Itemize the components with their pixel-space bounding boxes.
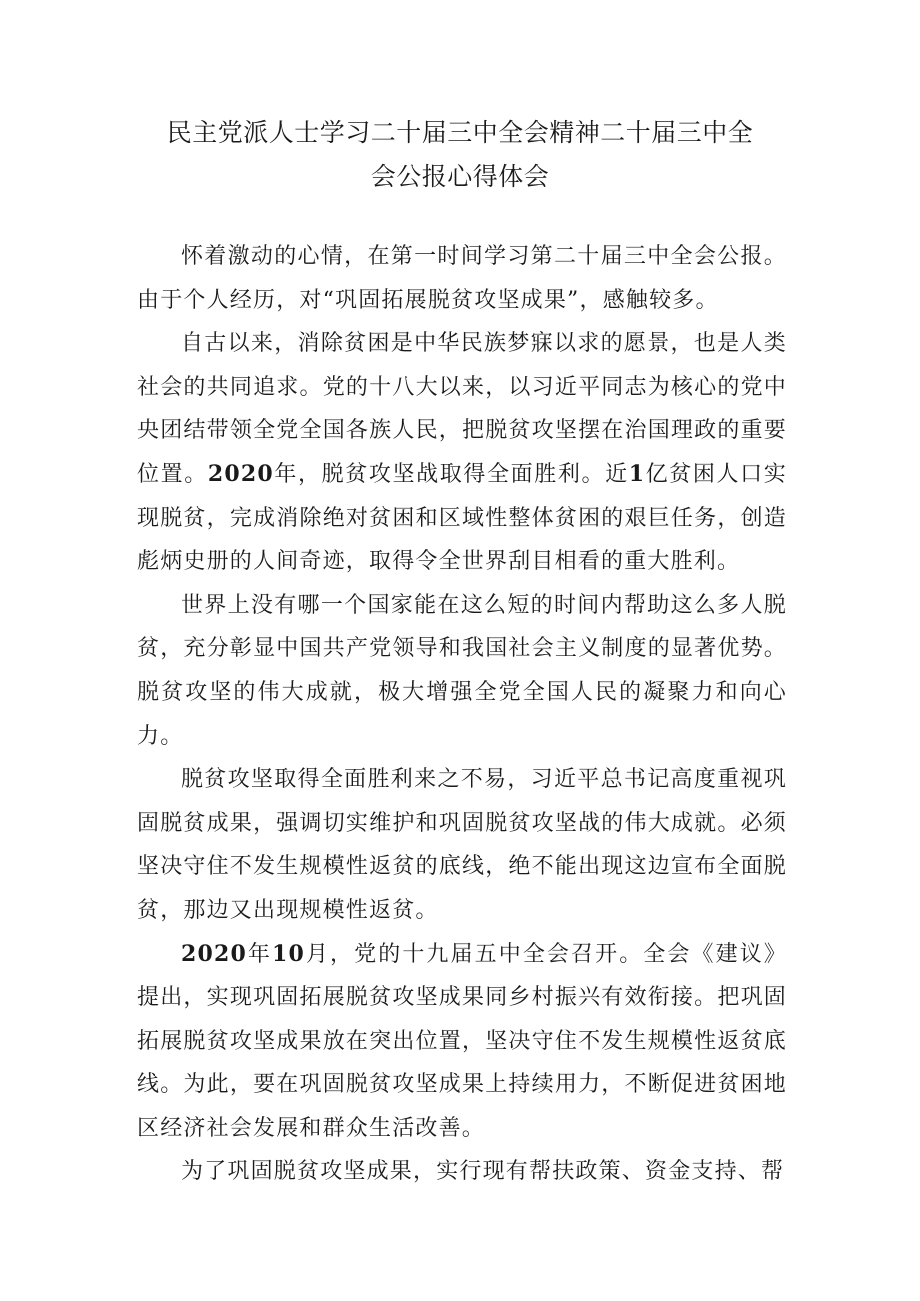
paragraph-2-number: 1 xyxy=(628,460,646,487)
paragraph-1-text: 怀着激动的心情，在第一时间学习第二十届三中全会公报。由于个人经历，对“巩固拓展脱贫攻坚成果”，感触较多。 xyxy=(137,244,787,313)
paragraph-2 xyxy=(137,322,787,584)
paragraph-3-text: 世界上没有哪一个国家能在这么短的时间内帮助这么多人脱贫，充分彰显中国共产党领导和我国社会主义制度的显著优势。脱贫攻坚的伟大成就，极大增强全党全国人民的凝聚力和向心力。 xyxy=(137,592,787,749)
paragraph-2-year: 2020 xyxy=(207,460,274,487)
paragraph-2-text-c: 亿贫困人口实现脱贫，完成消除绝对贫困和区域性整体贫困的艰巨任务，创造彪炳史册的人间奇迹，取得令全世界刮目相看的重大胜利。 xyxy=(137,461,788,575)
paragraph-6 xyxy=(137,1150,787,1194)
paragraph-2-text-a: 自古以来，消除贫困是中华民族梦寐以求的愿景，也是人类社会的共同追求。党的十八大以来，以习近平同志为核心的党中央团结带领全党全国各族人民，把脱贫攻坚摆在治国理政的重要位置。 xyxy=(137,331,787,487)
paragraph-5-month: 10 xyxy=(272,940,306,967)
document-body xyxy=(137,235,787,1194)
paragraph-6-text: 为了巩固脱贫攻坚成果，实行现有帮扶政策、资金支持、帮 xyxy=(181,1159,785,1185)
paragraph-5 xyxy=(137,933,787,1151)
paragraph-2-text-b: 年，脱贫攻坚战取得全面胜利。近 xyxy=(273,461,629,487)
document-title-line-1: 民主党派人士学习二十届三中全会精神二十届三中全 xyxy=(166,118,754,147)
paragraph-4 xyxy=(137,758,787,932)
paragraph-4-text: 脱贫攻坚取得全面胜利来之不易，习近平总书记高度重视巩固脱贫成果，强调切实维护和巩固脱贫攻坚战的伟大成就。必须坚决守住不发生规模性返贫的底线，绝不能出现这边宣布全面脱贫，那边又出现规模性返贫。 xyxy=(137,767,787,923)
paragraph-5-year: 2020 xyxy=(181,940,248,967)
paragraph-1 xyxy=(137,235,787,322)
document-title-line-2: 会公报心得体会 xyxy=(370,162,550,191)
paragraph-5-text-b: 月，党的十九届五中全会召开。全会《建议》提出，实现巩固拓展脱贫攻坚成果同乡村振兴有效衔接。把巩固拓展脱贫攻坚成果放在突出位置，坚决守住不发生规模性返贫底线。为此，要在巩固脱贫攻坚成果上持续用力，不断促进贫困地区经济社会发展和群众生活改善。 xyxy=(137,941,787,1141)
paragraph-3 xyxy=(137,584,787,758)
paragraph-5-text-a: 年 xyxy=(247,941,273,967)
